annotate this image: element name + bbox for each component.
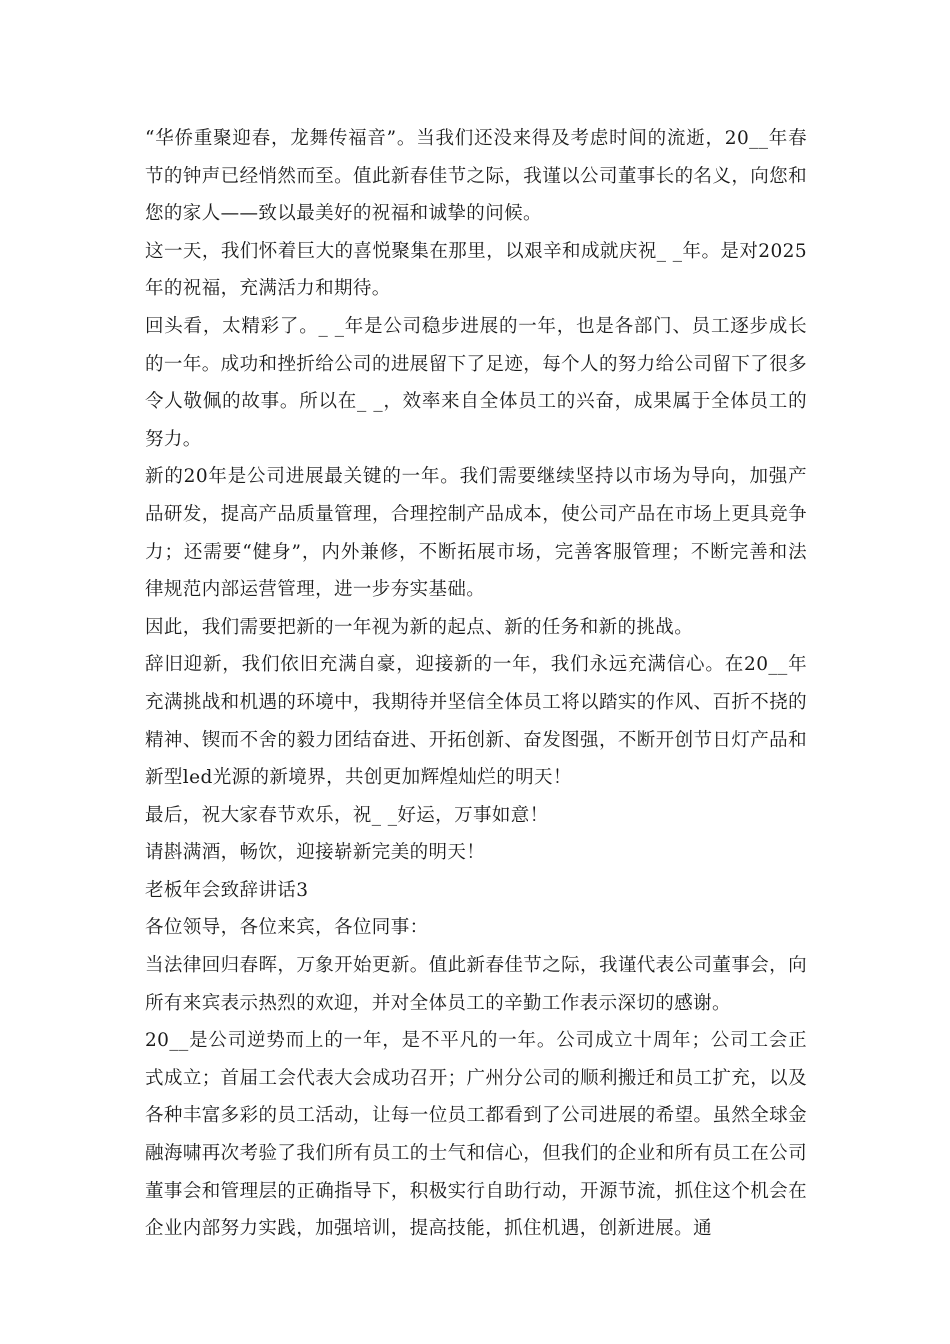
paragraph-new-start: 因此，我们需要把新的一年视为新的起点、新的任务和新的挑战。 — [145, 616, 694, 638]
paragraph-salutation: 各位领导，各位来宾，各位同事： — [145, 917, 429, 939]
paragraph-greeting: “华侨重聚迎春，龙舞传福音”。当我们还没来得及考虑时间的流逝，20__年春节的钟声已经悄然而至。值此新春佳节之际，我谨以公司董事长的名义，向您和您的家人——致以最美好的祝福和诚挚的问候。 — [145, 128, 807, 225]
paragraph-year-review: 20__是公司逆势而上的一年，是不平凡的一年。公司成立十周年；公司工会正式成立；首届工会代表大会成功召开；广州分公司的顺利搬迁和员工扩充，以及各种丰富多彩的员工活动，让每一位员工都看到了公司进展的希望。虽然全球金融海啸再次考验了我们所有员工的士气和信心，但我们的企业和所有员工在公司董事会和管理层的正确指导下，积极实行自助行动，开源节流，抓住这个机会在企业内部努力实践，加强培训，提高技能，抓住机遇，创新进展。通 — [145, 1030, 807, 1240]
paragraph-new-year-plan: 新的20年是公司进展最关键的一年。我们需要继续坚持以市场为导向，加强产品研发，提高产品质量管理，合理控制产品成本，使公司产品在市场上更具竞争力；还需要“健身”，内外兼修，不断拓展市场，完善客服管理；不断完善和法律规范内部运营管理，进一步夯实基础。 — [145, 466, 807, 601]
document-body — [145, 120, 807, 1248]
paragraph-confidence: 辞旧迎新，我们依旧充满自豪，迎接新的一年，我们永远充满信心。在20__年充满挑战和机遇的环境中，我期待并坚信全体员工将以踏实的作风、百折不挠的精神、锲而不舍的毅力团结奋进、开拓创新、奋发图强，不断开创节日灯产品和新型led光源的新境界，共创更加辉煌灿烂的明天！ — [145, 654, 807, 789]
paragraph-celebration: 这一天，我们怀着巨大的喜悦聚集在那里，以艰辛和成就庆祝_ _年。是对2025年的祝福，充满活力和期待。 — [145, 240, 807, 300]
paragraph-review: 回头看，太精彩了。_ _年是公司稳步进展的一年，也是各部门、员工逐步成长的一年。成功和挫折给公司的进展留下了足迹，每个人的努力给公司留下了很多令人敬佩的故事。所以在_ _，效率来自全体员工的兴奋，成果属于全体员工的努力。 — [145, 315, 807, 450]
section-heading: 老板年会致辞讲话3 — [145, 879, 309, 901]
paragraph-welcome: 当法律回归春晖，万象开始更新。值此新春佳节之际，我谨代表公司董事会，向所有来宾表示热烈的欢迎，并对全体员工的辛勤工作表示深切的感谢。 — [145, 955, 807, 1014]
paragraph-toast: 请斟满酒，畅饮，迎接崭新完美的明天！ — [145, 842, 486, 864]
paragraph-wishes: 最后，祝大家春节欢乐，祝_ _好运，万事如意！ — [145, 804, 549, 826]
